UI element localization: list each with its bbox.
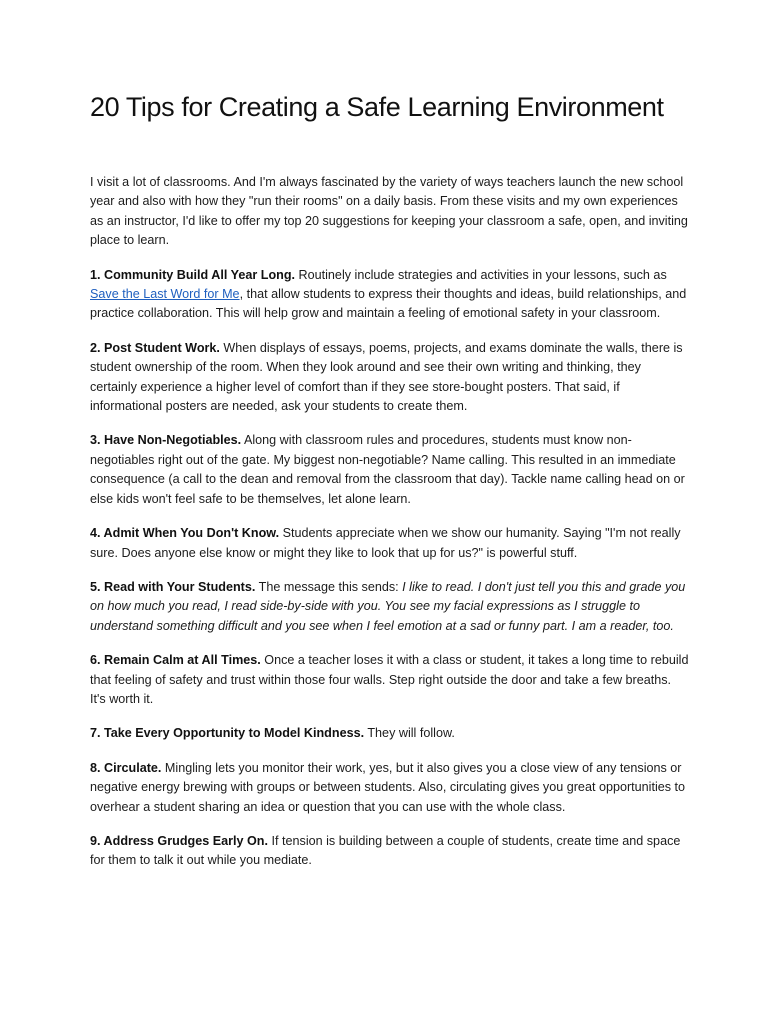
tip-3-text: Along with classroom rules and procedures, students must know non-negotiables right out of the gate. My biggest non-negotiable? Name calling. This resulted in an immediate consequence (a call to the dean and removal from the classroom that day). Tackle name calling head on or else kids won't feel safe to be themselves, let alone learn. [90,433,685,506]
tip-1 [90,266,690,324]
save-the-last-word-link[interactable]: Save the Last Word for Me [90,287,240,302]
tip-5 [90,578,690,636]
tip-2 [90,339,690,417]
tip-9-heading: 9. Address Grudges Early On. [90,833,269,848]
tip-2-text: When displays of essays, poems, projects, and exams dominate the walls, there is student ownership of the room. When they look around and see their own writing and thinking, they certainly experience a higher level of comfort than if they see store-bought posters. That said, if informational posters are needed, ask your students to create them. [90,340,683,414]
page-title: 20 Tips for Creating a Safe Learning Environment [90,92,664,122]
intro-paragraph: I visit a lot of classrooms. And I'm always fascinated by the variety of ways teachers launch the new school year and also with how they "run their rooms" on a daily basis. From these visits and my own experiences as an instructor, I'd like to offer my top 20 suggestions for keeping your classroom a safe, open, and inviting place to learn. [90,175,688,248]
tip-7 [90,724,690,743]
tip-7-text: They will follow. [364,726,455,741]
tip-1-text-after: , that allow students to express their thoughts and ideas, build relationships, and practice collaboration. This will help grow and maintain a feeling of emotional safety in your classroom. [90,287,687,321]
tip-8-heading: 8. Circulate. [90,760,162,775]
tip-9-text: If tension is building between a couple of students, create time and space for them to talk it out while you mediate. [90,833,681,868]
tip-3-heading: 3. Have Non-Negotiables. [90,433,242,448]
tip-1-text-before: Routinely include strategies and activities in your lessons, such as [295,267,667,282]
tip-6 [90,651,690,709]
tip-4-text: Students appreciate when we show our humanity. Saying "I'm not really sure. Does anyone else know or might they like to look that up for us?" is powerful stuff. [90,526,681,560]
tip-4 [90,524,690,563]
tip-5-heading: 5. Read with Your Students. [90,579,256,594]
tip-8-text: Mingling lets you monitor their work, yes, but it also gives you a close view of any tensions or negative energy brewing with groups or between students. Also, circulating gives you great opportunities to overhear a student sharing an idea or question that you can use with the whole class. [90,760,686,814]
tip-7-heading: 7. Take Every Opportunity to Model Kindness. [90,726,365,741]
tip-3 [90,431,690,509]
tip-6-heading: 6. Remain Calm at All Times. [90,653,261,668]
tip-6-text: Once a teacher loses it with a class or student, it takes a long time to rebuild that feeling of safety and trust within those four walls. Step right outside the door and take a few breaths. It's worth it. [90,653,689,706]
tip-4-heading: 4. Admit When You Don't Know. [90,526,280,541]
tip-1-heading: 1. Community Build All Year Long. [90,267,296,282]
document-page [90,92,690,886]
tip-9 [90,832,690,871]
tip-5-italic-text: I like to read. I don't just tell you this and grade you on how much you read, I read side-by-side with you. You see my facial expressions as I struggle to understand something difficult and you see when I feel emotion at a sad or funny part. I am a reader, too. [90,579,686,633]
tip-5-text-before: The message this sends: [255,579,403,594]
tip-2-heading: 2. Post Student Work. [90,340,220,355]
tip-8 [90,759,690,817]
